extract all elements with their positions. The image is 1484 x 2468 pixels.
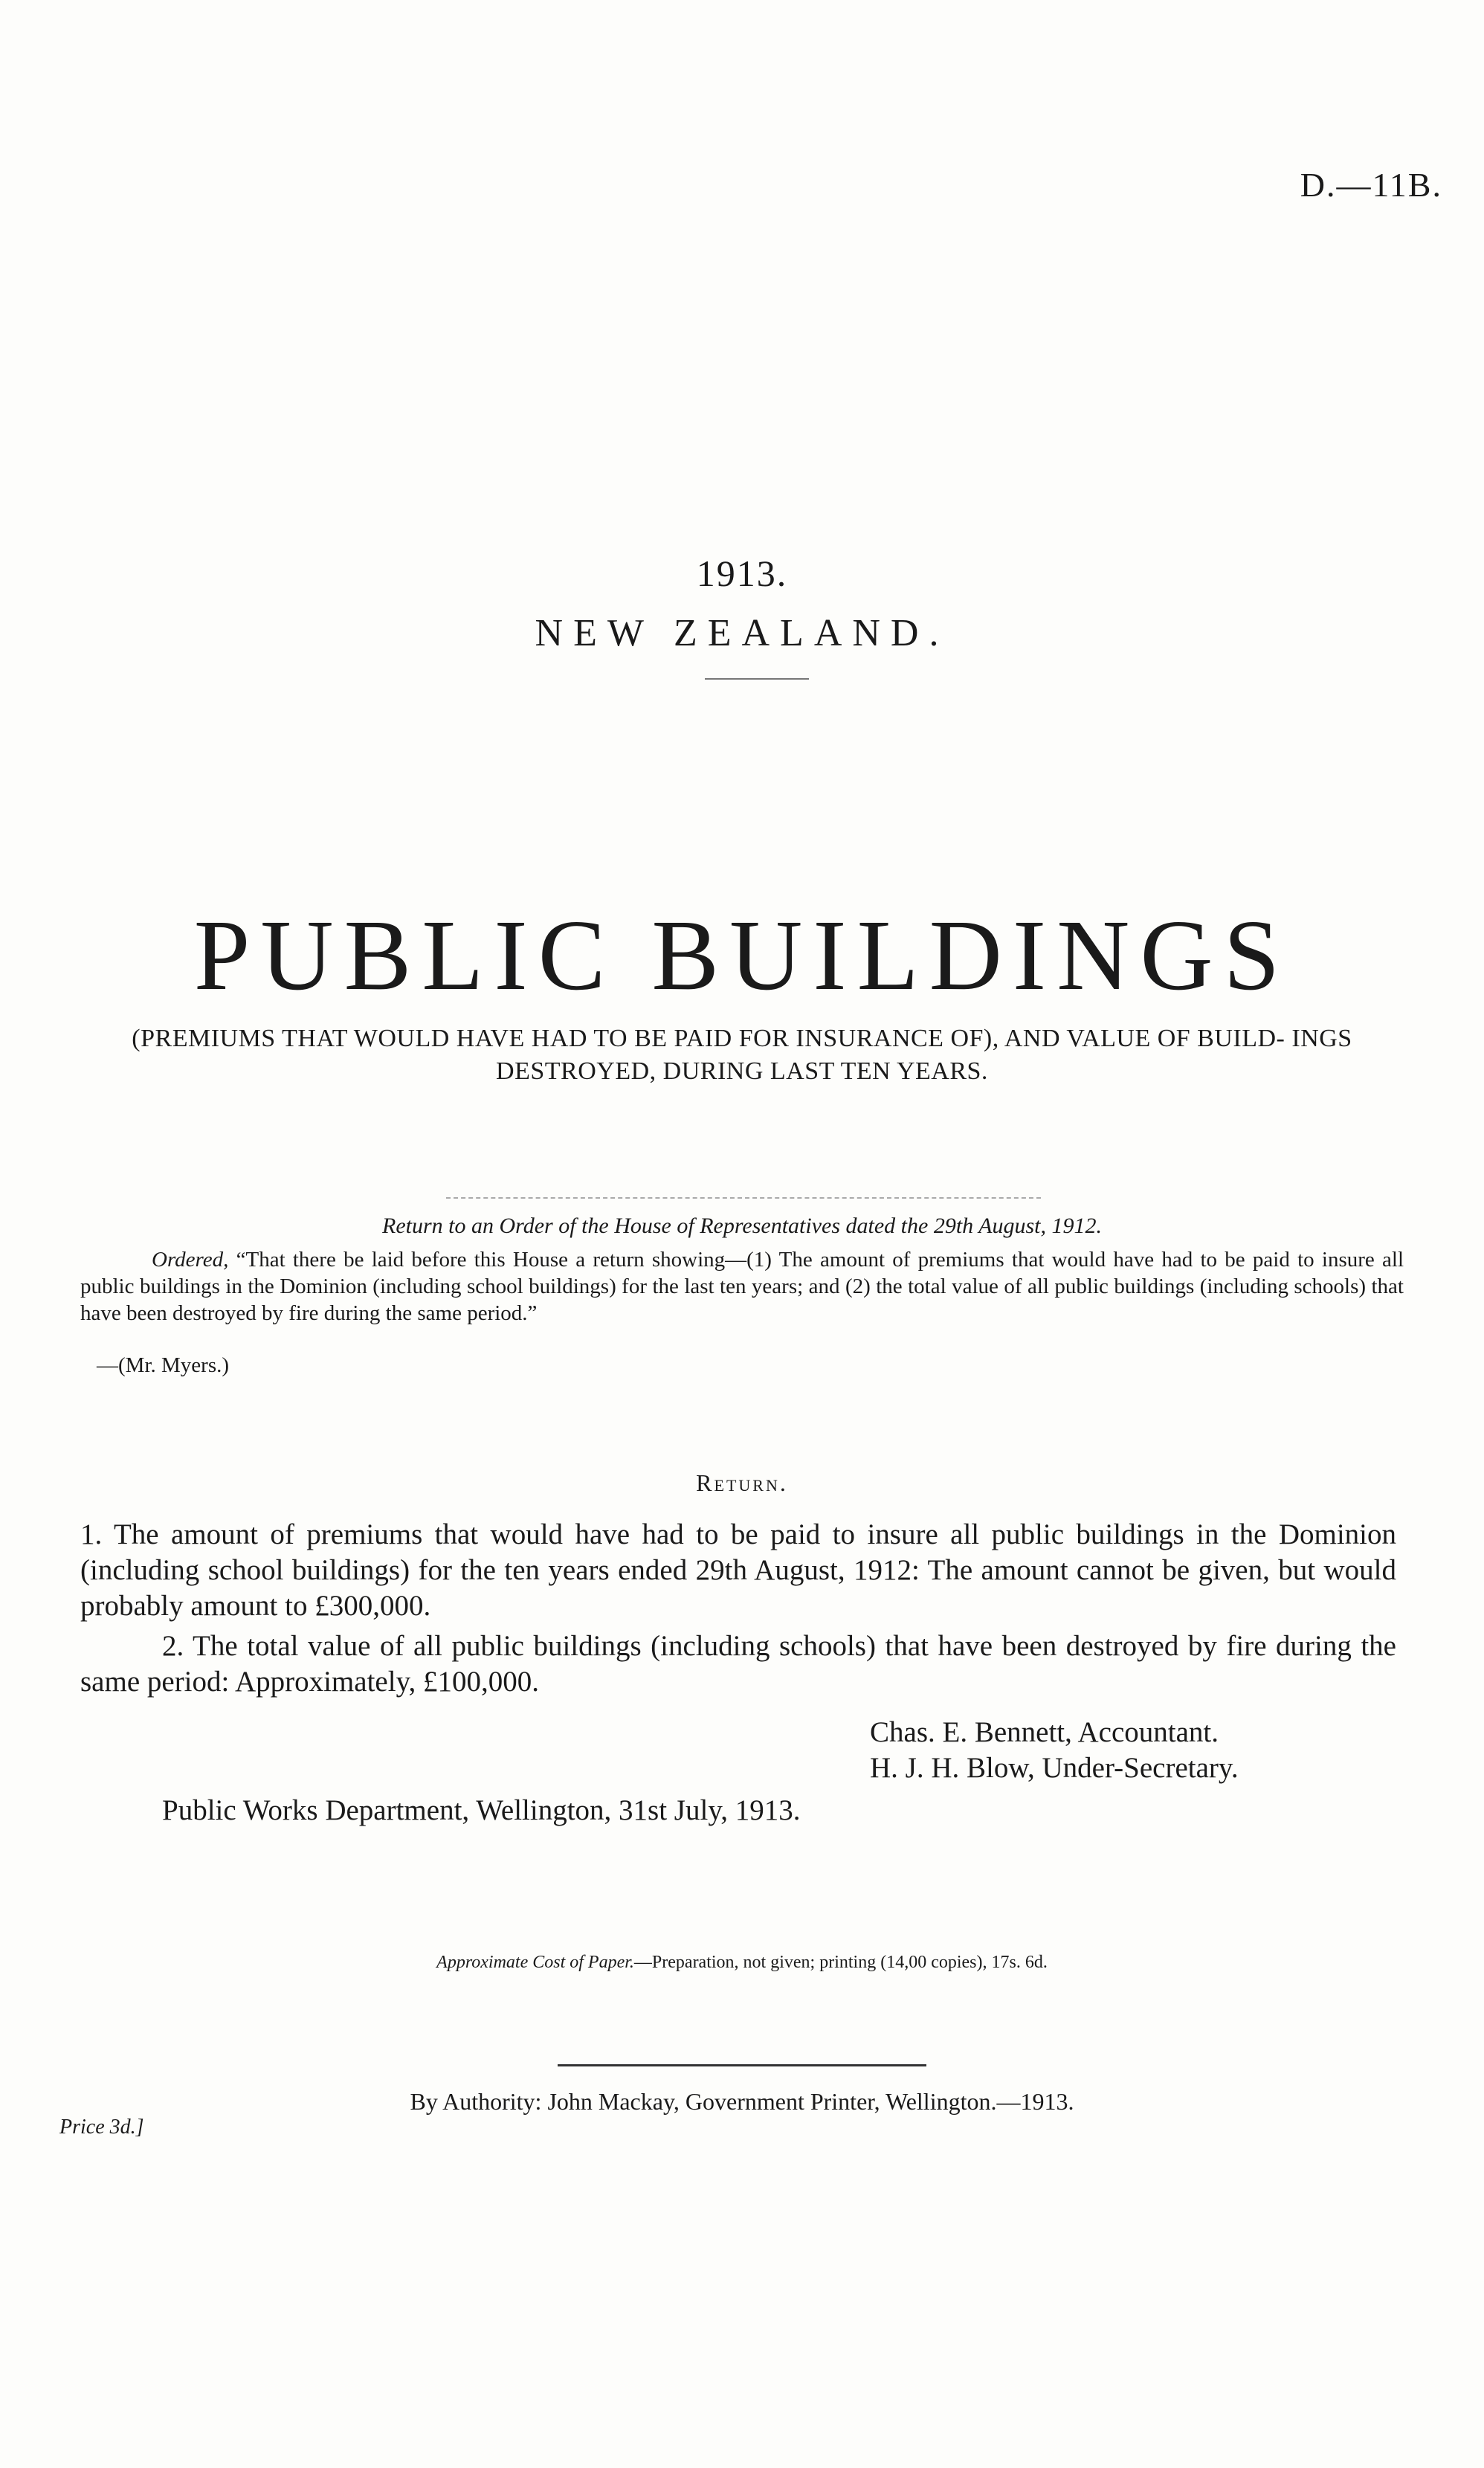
signature-under-secretary: H. J. H. Blow, Under-Secretary. — [870, 1752, 1239, 1784]
cost-of-paper — [0, 1953, 1484, 1973]
order-mover: —(Mr. Myers.) — [97, 1353, 230, 1377]
authority-rule — [558, 2064, 926, 2066]
order-body: “That there be laid before this House a return showing—(1) The amount of premiums that would have had to be paid to insure all public buildings in the Dominion (including school buildings) for the last ten years; and (2) the total value of all public buildings (including schools) that have been destroyed by fire during the same period.” — [80, 1248, 1404, 1325]
signature-accountant: Chas. E. Bennett, Accountant. — [870, 1716, 1219, 1748]
cost-lead: Approximate Cost of Paper. — [436, 1953, 634, 1972]
cost-text: —Preparation, not given; printing (14,00 copies), 17s. 6d. — [633, 1953, 1048, 1972]
publication-year: 1913. — [696, 552, 788, 594]
document-reference: D.—11B. — [1300, 166, 1442, 204]
return-paragraph-1: 1. The amount of premiums that would have had to be paid to insure all public buildings in the Dominion (including school buildings) for the ten years ended 29th August, 1912: The amount cannot be given, but would probably amount to £300,000. — [80, 1518, 1396, 1622]
order-lead: Ordered, — [152, 1248, 229, 1272]
place-and-date: Public Works Department, Wellington, 31st July, 1913. — [162, 1794, 801, 1826]
return-paragraph-2: 2. The total value of all public buildings (including schools) that have been destroyed by fire during the same period: Approximately, £100,000. — [80, 1630, 1396, 1698]
dashed-divider — [446, 1197, 1041, 1199]
document-title: PUBLIC BUILDINGS — [193, 900, 1291, 1011]
order-heading: Return to an Order of the House of Representatives dated the 29th August, 1912. — [382, 1214, 1102, 1238]
return-heading: Return. — [696, 1469, 788, 1496]
price-label: Price 3d.] — [59, 2116, 144, 2139]
authority-line: By Authority: John Mackay, Government Printer, Wellington.—1913. — [410, 2088, 1074, 2115]
country-heading: NEW ZEALAND. — [535, 612, 949, 654]
order-text — [80, 1246, 1404, 1327]
divider-rule — [705, 678, 809, 680]
document-subtitle: (PREMIUMS THAT WOULD HAVE HAD TO BE PAID FOR INSURANCE OF), AND VALUE OF BUILD- INGS DESTROYED, DURING LAST TEN YEARS. — [132, 1025, 1352, 1085]
